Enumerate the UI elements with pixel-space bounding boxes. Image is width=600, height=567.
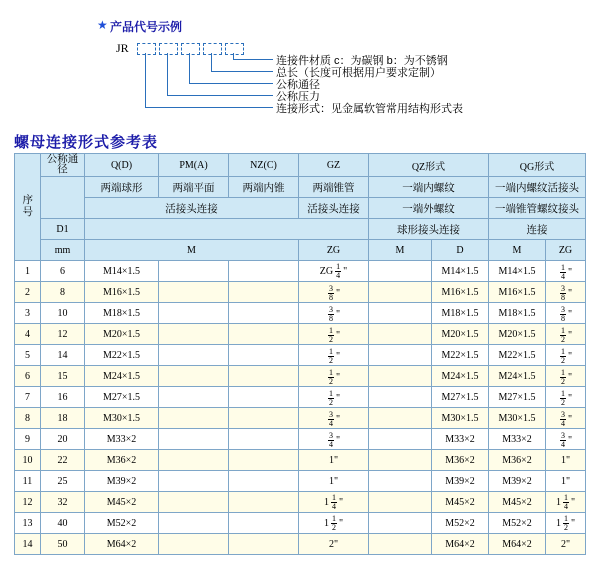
cell-qg-m: M30×1.5 — [489, 408, 546, 429]
cell-qz-d: M52×2 — [432, 513, 489, 534]
cell-qz-m — [369, 450, 432, 471]
cell-qg-zg: $\frac{1}{4}$ " — [546, 261, 586, 282]
cell-qg-m: M45×2 — [489, 492, 546, 513]
leader-line-h-4 — [211, 71, 273, 72]
cell-dn: 32 — [41, 492, 85, 513]
header-group-qz-code: QZ形式 — [369, 154, 489, 177]
table-header-units — [15, 240, 586, 261]
cell-qg-m: M36×2 — [489, 450, 546, 471]
callout-material: 连接件材质 c：为碳钢 b：为不锈钢 — [276, 55, 448, 67]
table-row — [15, 471, 586, 492]
cell-q: M52×2 — [85, 513, 159, 534]
table-row — [15, 534, 586, 555]
cell-qg-zg: 1 $\frac{1}{4}$ " — [546, 492, 586, 513]
cell-dn: 15 — [41, 366, 85, 387]
header-thread-qz-m: M — [369, 240, 432, 261]
cell-dn: 18 — [41, 408, 85, 429]
header-thread-m-left: M — [85, 240, 299, 261]
cell-pm — [159, 324, 229, 345]
cell-qz-d: M30×1.5 — [432, 408, 489, 429]
cell-gz: $\frac{1}{2}$ " — [299, 387, 369, 408]
cell-q: M39×2 — [85, 471, 159, 492]
product-code-prefix: JR — [116, 41, 129, 55]
leader-line-v-2 — [167, 53, 168, 95]
cell-seq: 7 — [15, 387, 41, 408]
cell-pm — [159, 345, 229, 366]
cell-seq: 5 — [15, 345, 41, 366]
cell-seq: 14 — [15, 534, 41, 555]
cell-q: M30×1.5 — [85, 408, 159, 429]
table-row — [15, 282, 586, 303]
star-icon: ★ — [97, 18, 108, 32]
cell-dn: 10 — [41, 303, 85, 324]
callout-nominal-diameter: 公称通径 — [276, 79, 320, 91]
table-row — [15, 387, 586, 408]
cell-nz — [229, 282, 299, 303]
cell-qg-zg: $\frac{3}{8}$ " — [546, 303, 586, 324]
cell-nz — [229, 324, 299, 345]
cell-qg-m: M22×1.5 — [489, 345, 546, 366]
header-group-nz-desc: 两端内锥 — [229, 177, 299, 198]
cell-qg-zg: $\frac{1}{2}$ " — [546, 366, 586, 387]
cell-qz-m — [369, 471, 432, 492]
code-slot-1 — [137, 43, 156, 55]
header-group-pm-desc: 两端平面 — [159, 177, 229, 198]
header-thread-qz-d: D — [432, 240, 489, 261]
cell-qz-d: M14×1.5 — [432, 261, 489, 282]
cell-gz: ZG $\frac{1}{4}$ " — [299, 261, 369, 282]
header-group-qg-code: QG形式 — [489, 154, 586, 177]
cell-nz — [229, 471, 299, 492]
cell-nz — [229, 366, 299, 387]
cell-gz: $\frac{3}{8}$ " — [299, 303, 369, 324]
cell-pm — [159, 261, 229, 282]
table-row — [15, 261, 586, 282]
cell-qz-d: M24×1.5 — [432, 366, 489, 387]
cell-qz-d: M20×1.5 — [432, 324, 489, 345]
table-row — [15, 408, 586, 429]
cell-q: M16×1.5 — [85, 282, 159, 303]
cell-nz — [229, 345, 299, 366]
table-row — [15, 366, 586, 387]
nut-connection-table-wrapper — [14, 153, 585, 555]
cell-qg-zg: 1" — [546, 471, 586, 492]
code-slot-3 — [181, 43, 200, 55]
header-seq-char1: 序号 — [22, 195, 33, 218]
cell-qg-m: M64×2 — [489, 534, 546, 555]
cell-qz-d: M16×1.5 — [432, 282, 489, 303]
cell-seq: 3 — [15, 303, 41, 324]
code-slot-2 — [159, 43, 178, 55]
table-header-codes — [15, 154, 586, 177]
cell-gz: 1 $\frac{1}{2}$ " — [299, 513, 369, 534]
cell-seq: 10 — [15, 450, 41, 471]
cell-qg-zg: 2" — [546, 534, 586, 555]
leader-line-v-4 — [211, 53, 212, 71]
cell-qz-d: M36×2 — [432, 450, 489, 471]
cell-qg-zg: $\frac{1}{2}$ " — [546, 345, 586, 366]
table-row — [15, 345, 586, 366]
cell-qg-m: M24×1.5 — [489, 366, 546, 387]
cell-qz-d: M45×2 — [432, 492, 489, 513]
header-group-qg-desc: 一端内螺纹活接头 — [489, 177, 586, 198]
cell-qg-m: M14×1.5 — [489, 261, 546, 282]
cell-nz — [229, 450, 299, 471]
table-row — [15, 303, 586, 324]
cell-pm — [159, 513, 229, 534]
header-thread-qg-zg: ZG — [546, 240, 586, 261]
cell-qz-d: M64×2 — [432, 534, 489, 555]
cell-qg-zg: $\frac{1}{2}$ " — [546, 387, 586, 408]
cell-dn: 50 — [41, 534, 85, 555]
header-band-qz: 球形接头连接 — [369, 219, 489, 240]
cell-q: M27×1.5 — [85, 387, 159, 408]
cell-qz-m — [369, 366, 432, 387]
cell-pm — [159, 303, 229, 324]
cell-qg-zg: $\frac{1}{2}$ " — [546, 324, 586, 345]
cell-qg-m: M27×1.5 — [489, 387, 546, 408]
cell-qz-d: M18×1.5 — [432, 303, 489, 324]
cell-pm — [159, 408, 229, 429]
cell-qg-m: M52×2 — [489, 513, 546, 534]
cell-nz — [229, 408, 299, 429]
cell-gz: $\frac{1}{2}$ " — [299, 345, 369, 366]
cell-q: M64×2 — [85, 534, 159, 555]
cell-dn: 6 — [41, 261, 85, 282]
cell-nz — [229, 429, 299, 450]
cell-nz — [229, 303, 299, 324]
table-row — [15, 513, 586, 534]
cell-nz — [229, 534, 299, 555]
cell-q: M14×1.5 — [85, 261, 159, 282]
cell-seq: 6 — [15, 366, 41, 387]
header-band-gz: 活接头连接 — [299, 198, 369, 219]
cell-pm — [159, 450, 229, 471]
cell-q: M45×2 — [85, 492, 159, 513]
cell-dn: 20 — [41, 429, 85, 450]
cell-nz — [229, 261, 299, 282]
callout-nominal-pressure: 公称压力 — [276, 91, 320, 103]
header-group-qz-desc2: 一端外螺纹 — [369, 198, 489, 219]
header-thread-zg-gz: ZG — [299, 240, 369, 261]
table-row — [15, 492, 586, 513]
cell-qz-m — [369, 534, 432, 555]
cell-seq: 13 — [15, 513, 41, 534]
cell-gz: $\frac{3}{8}$ " — [299, 282, 369, 303]
cell-qg-m: M39×2 — [489, 471, 546, 492]
cell-qz-d: M22×1.5 — [432, 345, 489, 366]
cell-qz-d: M27×1.5 — [432, 387, 489, 408]
cell-gz: 1" — [299, 471, 369, 492]
cell-pm — [159, 366, 229, 387]
cell-qg-m: M33×2 — [489, 429, 546, 450]
cell-dn: 14 — [41, 345, 85, 366]
cell-gz: 1" — [299, 450, 369, 471]
cell-dn: 8 — [41, 282, 85, 303]
code-slot-4 — [203, 43, 222, 55]
cell-gz: 1 $\frac{1}{4}$ " — [299, 492, 369, 513]
header-group-q-desc: 两端球形 — [85, 177, 159, 198]
cell-qz-m — [369, 324, 432, 345]
header-dn-d1: D1 — [41, 219, 85, 240]
cell-qz-m — [369, 513, 432, 534]
cell-qz-m — [369, 408, 432, 429]
cell-pm — [159, 282, 229, 303]
cell-pm — [159, 492, 229, 513]
cell-q: M36×2 — [85, 450, 159, 471]
cell-pm — [159, 534, 229, 555]
cell-gz: 2" — [299, 534, 369, 555]
cell-gz: $\frac{1}{2}$ " — [299, 324, 369, 345]
header-thread-qg-m: M — [489, 240, 546, 261]
leader-line-v-1 — [145, 53, 146, 107]
cell-qg-m: M16×1.5 — [489, 282, 546, 303]
header-band-qg: 连接 — [489, 219, 586, 240]
table-row — [15, 324, 586, 345]
cell-pm — [159, 429, 229, 450]
header-group-qg-desc2: 一端锥管螺纹接头 — [489, 198, 586, 219]
code-slot-5 — [225, 43, 244, 55]
leader-line-h-1 — [145, 107, 273, 108]
leader-line-h-3 — [189, 83, 273, 84]
cell-dn: 12 — [41, 324, 85, 345]
cell-dn: 16 — [41, 387, 85, 408]
cell-qz-m — [369, 282, 432, 303]
cell-qg-zg: $\frac{3}{4}$ " — [546, 408, 586, 429]
cell-qz-m — [369, 492, 432, 513]
header-group-gz-code: GZ — [299, 154, 369, 177]
cell-nz — [229, 513, 299, 534]
cell-seq: 4 — [15, 324, 41, 345]
callout-connection-type: 连接形式：见金属软管常用结构形式表 — [276, 103, 463, 115]
nut-connection-table — [14, 153, 586, 555]
header-group-nz-code: NZ(C) — [229, 154, 299, 177]
page-title: 螺母连接形式参考表 — [14, 134, 159, 151]
cell-q: M33×2 — [85, 429, 159, 450]
header-group-gz-desc: 两端锥管 — [299, 177, 369, 198]
cell-seq: 11 — [15, 471, 41, 492]
diagram-title: 产品代号示例 — [110, 20, 183, 34]
header-group-qz-desc: 一端内螺纹 — [369, 177, 489, 198]
header-dn-blank — [41, 177, 85, 219]
cell-qg-m: M20×1.5 — [489, 324, 546, 345]
callout-total-length: 总长（长度可根据用户要求定制） — [276, 67, 441, 79]
cell-qg-zg: $\frac{3}{4}$ " — [546, 429, 586, 450]
cell-gz: $\frac{3}{4}$ " — [299, 408, 369, 429]
header-group-pm-code: PM(A) — [159, 154, 229, 177]
cell-qz-m — [369, 261, 432, 282]
header-dn-unit: mm — [41, 240, 85, 261]
table-body — [15, 261, 586, 555]
cell-q: M20×1.5 — [85, 324, 159, 345]
header-group-q-code: Q(D) — [85, 154, 159, 177]
cell-seq: 2 — [15, 282, 41, 303]
cell-qz-m — [369, 303, 432, 324]
cell-dn: 25 — [41, 471, 85, 492]
cell-qz-d: M39×2 — [432, 471, 489, 492]
product-code-diagram — [0, 0, 600, 126]
header-band-left: 活接头连接 — [85, 198, 299, 219]
cell-qg-zg: 1" — [546, 450, 586, 471]
cell-qz-m — [369, 345, 432, 366]
cell-qg-zg: 1 $\frac{1}{2}$ " — [546, 513, 586, 534]
cell-dn: 40 — [41, 513, 85, 534]
cell-nz — [229, 387, 299, 408]
cell-pm — [159, 471, 229, 492]
cell-seq: 8 — [15, 408, 41, 429]
cell-seq: 9 — [15, 429, 41, 450]
cell-q: M24×1.5 — [85, 366, 159, 387]
leader-line-v-3 — [189, 53, 190, 83]
cell-q: M22×1.5 — [85, 345, 159, 366]
table-header-d1 — [15, 219, 586, 240]
table-row — [15, 429, 586, 450]
leader-line-h-5 — [233, 59, 273, 60]
table-header-desc2 — [15, 198, 586, 219]
cell-qz-m — [369, 387, 432, 408]
cell-dn: 22 — [41, 450, 85, 471]
header-seq — [15, 154, 41, 261]
cell-seq: 1 — [15, 261, 41, 282]
header-spacer — [85, 219, 369, 240]
cell-q: M18×1.5 — [85, 303, 159, 324]
cell-gz: $\frac{1}{2}$ " — [299, 366, 369, 387]
cell-qz-d: M33×2 — [432, 429, 489, 450]
cell-qz-m — [369, 429, 432, 450]
cell-qg-zg: $\frac{3}{8}$ " — [546, 282, 586, 303]
header-dn-cn: 公称通径 — [41, 154, 85, 177]
table-row — [15, 450, 586, 471]
cell-qg-m: M18×1.5 — [489, 303, 546, 324]
cell-pm — [159, 387, 229, 408]
table-header-desc1 — [15, 177, 586, 198]
cell-gz: $\frac{3}{4}$ " — [299, 429, 369, 450]
cell-nz — [229, 492, 299, 513]
cell-seq: 12 — [15, 492, 41, 513]
leader-line-h-2 — [167, 95, 273, 96]
